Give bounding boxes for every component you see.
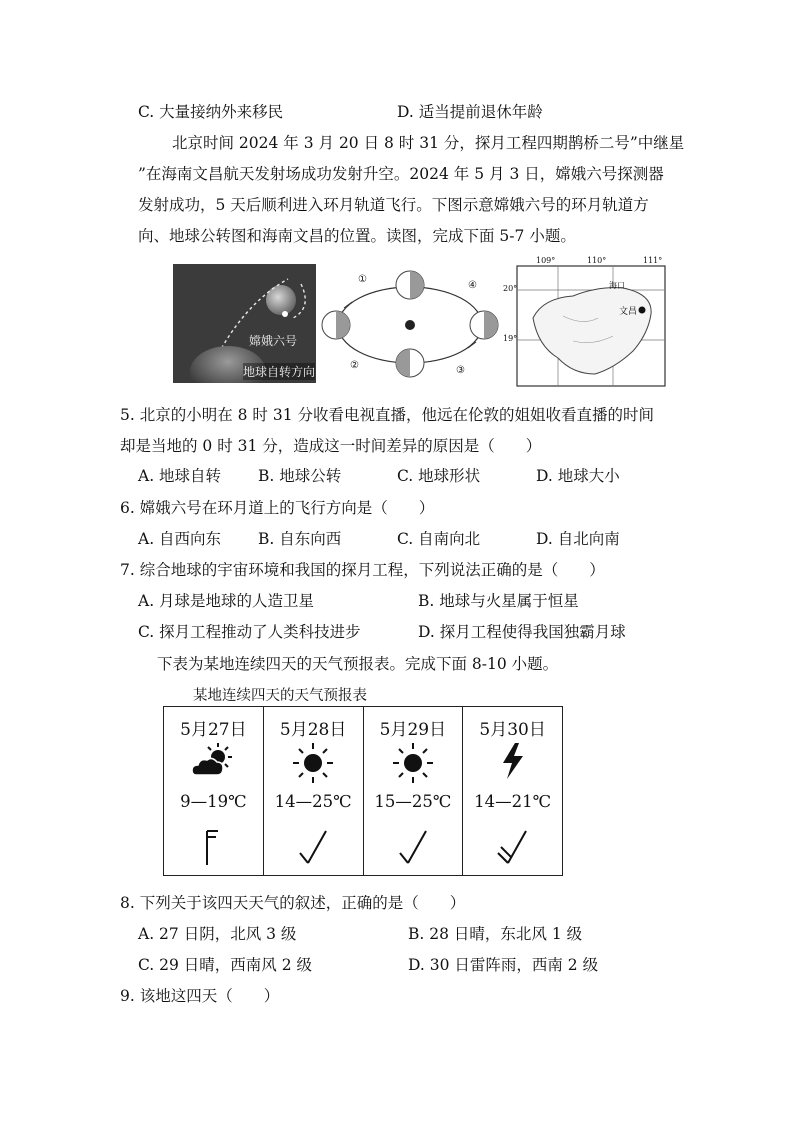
marker-4: ④ bbox=[468, 280, 477, 291]
q8-option-b: B. 28 日晴，东北风 1 级 bbox=[408, 925, 583, 943]
weather-date: 5月30日 bbox=[479, 720, 546, 740]
northeast-wind-1-icon bbox=[296, 827, 330, 871]
moon-shape bbox=[266, 285, 296, 315]
earth-top bbox=[396, 271, 424, 299]
q6-option-c: C. 自南向北 bbox=[397, 530, 481, 548]
lat-19: 19° bbox=[503, 334, 518, 343]
q8-option-d: D. 30 日雷阵雨，西南 2 级 bbox=[408, 956, 599, 974]
q8-option-a: A. 27 日阴，北风 3 级 bbox=[138, 925, 297, 943]
southwest-wind-2-icon bbox=[496, 827, 530, 871]
passage-line-1: 北京时间 2024 年 3 月 20 日 8 时 31 分，探月工程四期鹊桥二号”中继星 bbox=[172, 134, 685, 152]
weather-day-4 bbox=[463, 707, 562, 875]
q5-option-d: D. 地球大小 bbox=[536, 467, 620, 485]
sun-dot bbox=[405, 320, 415, 330]
weather-temp: 14—21℃ bbox=[474, 792, 552, 811]
wenchang-dot bbox=[639, 307, 646, 314]
q6-option-a: A. 自西向东 bbox=[138, 530, 222, 548]
q7-option-c: C. 探月工程推动了人类科技进步 bbox=[138, 623, 361, 641]
sunny-icon bbox=[291, 741, 335, 789]
weather-temp: 14—25℃ bbox=[274, 792, 352, 811]
chang-e-6-photo bbox=[173, 264, 316, 383]
wenchang-label: 文昌 bbox=[619, 307, 638, 317]
weather-date: 5月28日 bbox=[279, 720, 347, 740]
lon-110: 110° bbox=[587, 256, 607, 265]
marker-1: ① bbox=[358, 274, 367, 285]
intro-8-10: 下表为某地连续四天的天气预报表。完成下面 8-10 小题。 bbox=[157, 655, 559, 673]
passage-line-3: 发射成功，5 天后顺利进入环月轨道飞行。下图示意嫦娥六号的环月轨道方 bbox=[138, 196, 649, 214]
weather-temp: 15—25℃ bbox=[374, 792, 452, 811]
weather-forecast-table bbox=[163, 706, 563, 876]
q8-stem: 8. 下列关于该四天天气的叙述，正确的是（ ） bbox=[120, 894, 466, 912]
q7-option-a: A. 月球是地球的人造卫星 bbox=[138, 592, 315, 610]
q5-option-a: A. 地球自转 bbox=[138, 467, 222, 485]
weather-day-2 bbox=[264, 707, 364, 875]
option-d-prev: D. 适当提前退休年龄 bbox=[397, 103, 543, 121]
sunny-icon bbox=[391, 741, 435, 789]
q5-stem-2: 却是当地的 0 时 31 分，造成这一时间差异的原因是（ ） bbox=[120, 437, 542, 455]
q7-option-d: D. 探月工程使得我国独霸月球 bbox=[418, 623, 626, 641]
rotation-label: 地球自转方向 bbox=[243, 365, 316, 379]
lon-111: 111° bbox=[643, 256, 663, 265]
earth-right bbox=[470, 311, 498, 339]
earth-left bbox=[322, 311, 350, 339]
q5-stem-1: 5. 北京的小明在 8 时 31 分收看电视直播，他远在伦敦的姐姐收看直播的时间 bbox=[120, 406, 655, 424]
q9-stem: 9. 该地这四天（ ） bbox=[120, 987, 280, 1005]
haikou-label: 海口 bbox=[609, 281, 625, 290]
q7-option-b: B. 地球与火星属于恒星 bbox=[418, 592, 579, 610]
marker-2: ② bbox=[350, 360, 359, 371]
weather-day-3 bbox=[364, 707, 464, 875]
earth-bottom bbox=[396, 349, 424, 377]
weather-date: 5月27日 bbox=[180, 720, 247, 740]
q7-stem: 7. 综合地球的宇宙环境和我国的探月工程，下列说法正确的是（ ） bbox=[120, 561, 605, 579]
weather-date: 5月29日 bbox=[379, 720, 447, 740]
q5-option-c: C. 地球形状 bbox=[397, 467, 481, 485]
hainan-map bbox=[503, 256, 671, 388]
thunder-icon bbox=[498, 741, 528, 785]
q6-option-d: D. 自北向南 bbox=[536, 530, 620, 548]
lon-109: 109° bbox=[536, 256, 556, 265]
passage-line-4: 向、地球公转图和海南文昌的位置。读图，完成下面 5-7 小题。 bbox=[138, 227, 576, 245]
weather-day-1 bbox=[164, 707, 264, 875]
option-c-prev: C. 大量接纳外来移民 bbox=[138, 103, 284, 121]
earth-orbit-diagram bbox=[318, 264, 502, 383]
probe-label: 嫦娥六号 bbox=[249, 334, 298, 348]
q8-option-c: C. 29 日晴，西南风 2 级 bbox=[138, 956, 313, 974]
weather-temp: 9—19℃ bbox=[180, 792, 247, 811]
passage-line-2: ”在海南文昌航天发射场成功发射升空。2024 年 5 月 3 日，嫦娥六号探测器 bbox=[138, 165, 664, 183]
north-wind-3-icon bbox=[198, 827, 228, 871]
marker-3: ③ bbox=[456, 365, 465, 376]
q5-option-b: B. 地球公转 bbox=[258, 467, 342, 485]
partly-cloudy-icon bbox=[190, 741, 236, 785]
lat-20: 20° bbox=[503, 284, 518, 293]
southwest-wind-2-icon bbox=[396, 827, 430, 871]
weather-table-title: 某地连续四天的天气预报表 bbox=[193, 688, 367, 704]
q6-stem: 6. 嫦娥六号在环月道上的飞行方向是（ ） bbox=[120, 499, 435, 517]
q6-option-b: B. 自东向西 bbox=[258, 530, 342, 548]
